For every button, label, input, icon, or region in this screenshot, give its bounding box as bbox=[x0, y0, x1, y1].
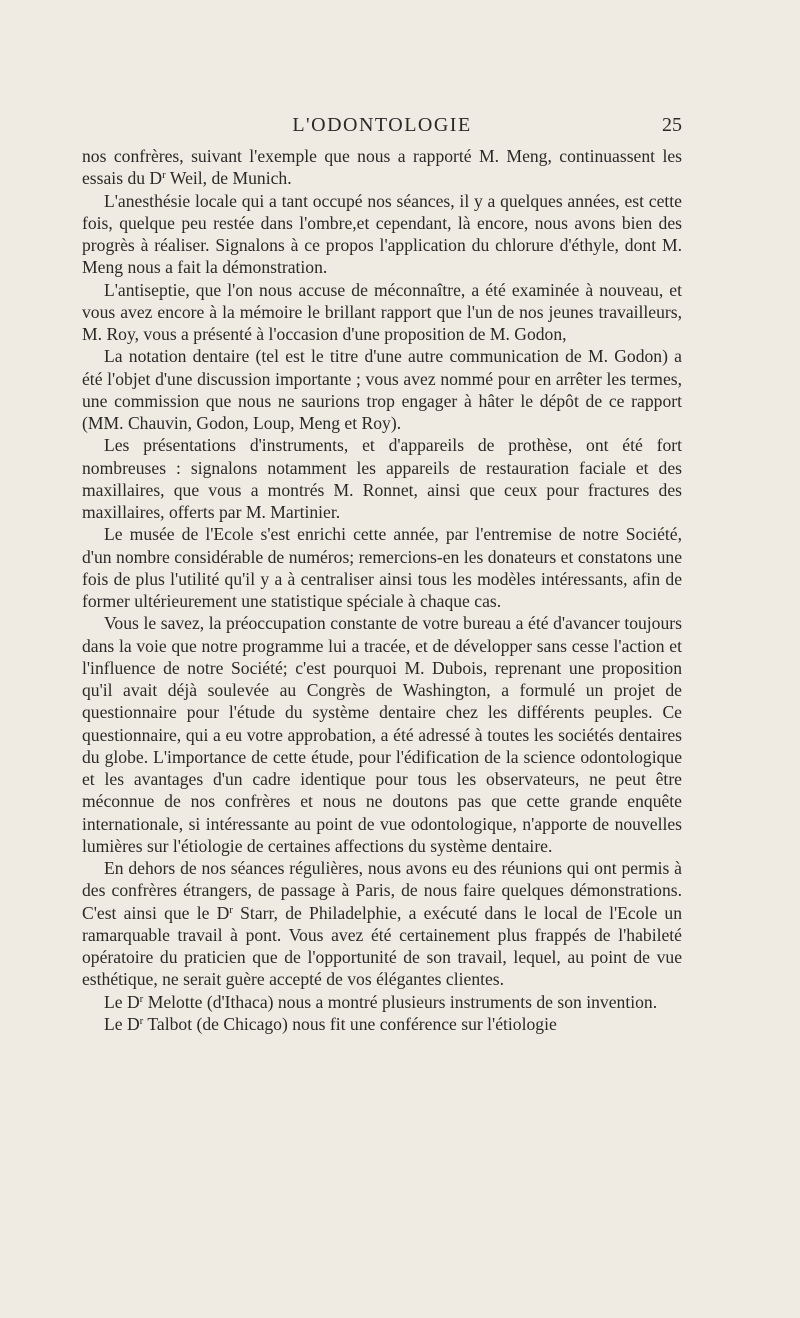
body-text bbox=[82, 145, 682, 1035]
running-title: L'ODONTOLOGIE bbox=[292, 114, 472, 136]
paragraph: Le $D^r$ Talbot (de Chicago) nous fit une conférence sur l'étiologie bbox=[104, 1013, 557, 1034]
paragraph: Vous le savez, la préoccupation constante de votre bureau a été d'avancer toujours dans la voie que notre programme lui a tracée, et de développer sans cesse l'action et l'influence de notre Société; c'est pourquoi M. Dubois, reprenant une proposition qu'il avait déjà soulevée au Congrès de Washington, a formulé un projet de questionnaire pour l'étude du système dentaire chez les différents peuples. Ce questionnaire, qui a eu votre approbation, a été adressé à toutes les sociétés dentaires du globe. L'importance de cette étude, pour l'édification de la science odontologique et les avantages d'un cadre identique pour tous les observateurs, ne peut être méconnue de nos confrères et nous ne doutons pas que cette grande enquête internationale, si intéressante au point de vue odontologique, n'apporte de nouvelles lumières sur l'étiologie de certaines affections du système dentaire. bbox=[82, 613, 682, 856]
superscript: r bbox=[229, 903, 233, 916]
paragraph: L'antiseptie, que l'on nous accuse de méconnaître, a été examinée à nouveau, et vous avez encore à la mémoire le brillant rapport que l'un de nos jeunes travailleurs, M. Roy, vous a présenté à l'occasion d'une proposition de M. Godon, bbox=[82, 279, 682, 344]
superscript: r bbox=[162, 169, 166, 182]
paragraph: Le $D^r$ Melotte (d'Ithaca) nous a montré plusieurs instruments de son invention. bbox=[104, 991, 658, 1012]
superscript: r bbox=[139, 1014, 144, 1027]
paragraph: Le musée de l'Ecole s'est enrichi cette année, par l'entremise de notre Société, d'un nombre considérable de numéros; remercions-en les donateurs et constatons une fois de plus l'utilité qu'il y a à centraliser ainsi tous les modèles intéressants, afin de former ultérieurement une statistique spéciale à chaque cas. bbox=[82, 524, 682, 611]
paragraph: Les présentations d'instruments, et d'appareils de prothèse, ont été fort nombreuses : signalons notamment les appareils de restauration faciale et des maxillaires, que vous a montrés M. Ronnet, ainsi que ceux pour fractures des maxillaires, offerts par M. Martinier. bbox=[82, 435, 682, 522]
page-number: 25 bbox=[662, 114, 682, 136]
paragraph: L'anesthésie locale qui a tant occupé nos séances, il y a quelques années, est cette fois, quelque peu restée dans l'ombre,et cependant, là encore, nous avons bien des progrès à réaliser. Signalons à ce propos l'application du chlorure d'éthyle, dont M. Meng nous a fait la démonstration. bbox=[82, 190, 682, 278]
superscript: r bbox=[139, 992, 144, 1005]
paragraph: La notation dentaire (tel est le titre d'une autre communication de M. Godon) a été l'objet d'une discussion importante ; vous avez nommé pour en arrêter les termes, une commission que nous ne saurions trop engager à hâter le dépôt de ce rapport (MM. Chauvin, Godon, Loup, Meng et Roy). bbox=[82, 346, 682, 433]
paragraph: En dehors de nos séances régulières, nous avons eu des réunions qui ont permis à des confrères étrangers, de passage à Paris, de nous faire quelques démonstrations. C'est ainsi que le $D^r$ Starr, de Philadelphie, a exécuté dans le local de l'Ecole un ramarquable travail à pont. Vous avez été certainement plus frappés de l'habileté opératoire du praticien que de l'opportunité de son travail, lequel, au point de vue esthétique, ne serait guère accepté de vos élégantes clientes. bbox=[82, 858, 682, 990]
running-head bbox=[82, 114, 682, 140]
paragraph: nos confrères, suivant l'exemple que nous a rapporté M. Meng, continuassent les essais du $D^r$ Weil, de Munich. bbox=[82, 146, 682, 189]
